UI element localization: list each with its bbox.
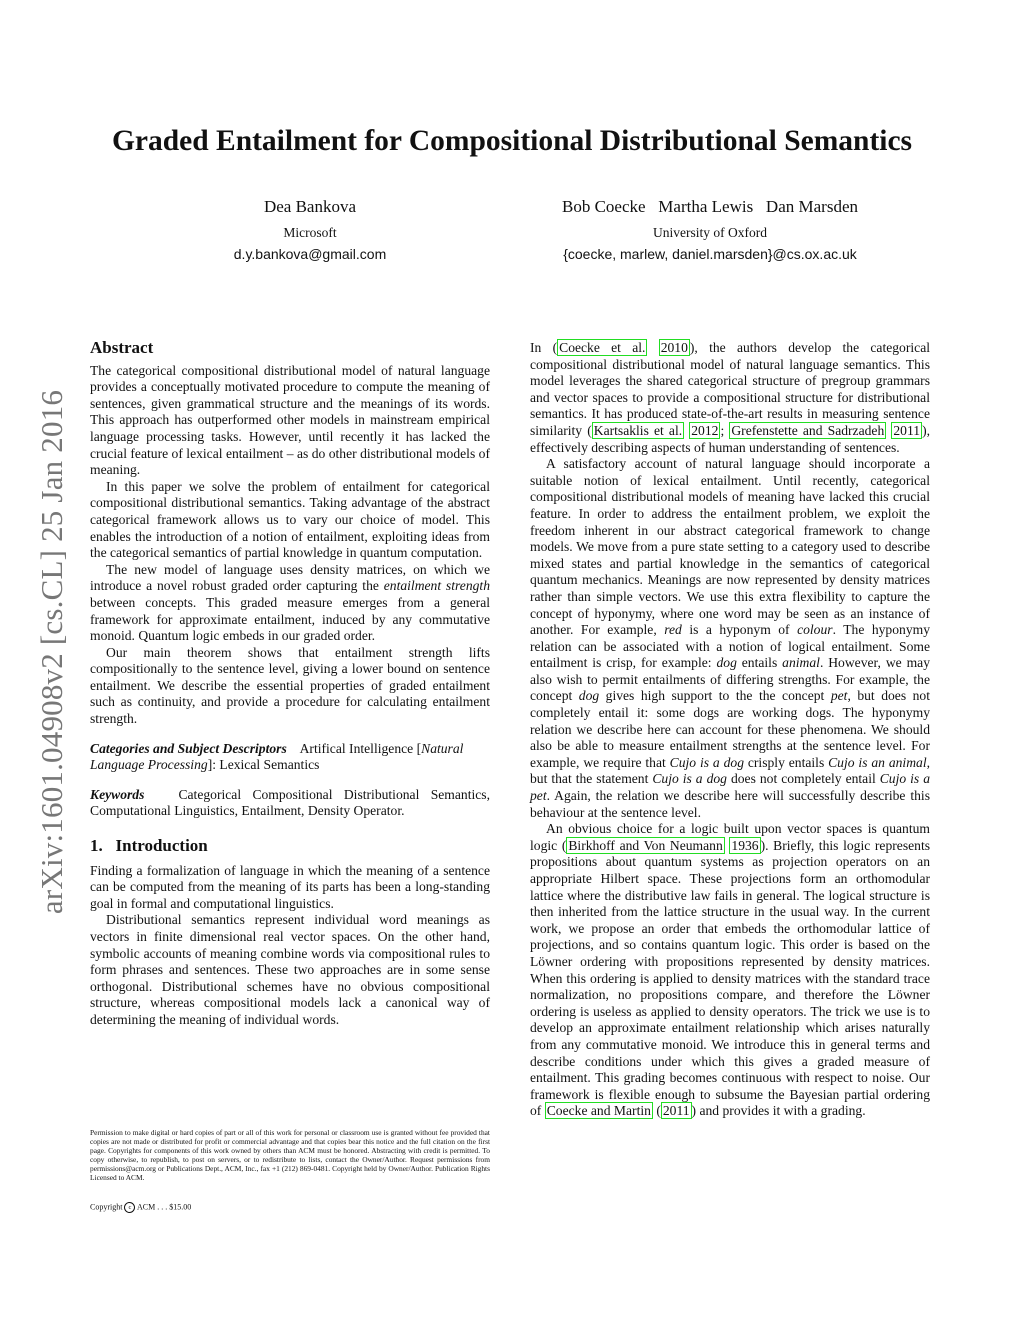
- author-affiliation-right: University of Oxford: [653, 225, 767, 240]
- right-paragraph-1: [530, 340, 930, 456]
- emphasis: Cujo is a dog: [669, 754, 744, 770]
- author-names-left: Dea Bankova: [263, 197, 357, 216]
- abstract-p3-emphasis: entailment strength: [383, 578, 490, 594]
- emphasis: red: [664, 622, 682, 638]
- right-paragraph-3: An obvious choice for a logic built upon vector spaces is quantum logic ( Birkhoff and Von Neumann 1936 ). Briefly, this logic represents propositions about quantum systems as projection operators on an appropriate Hilbert space. These projections form an orthomodular lattice where the distributive law fails in general. The logical structure is then inherited from the lattice structure in the usual way. In the current work, we propose an order that embeds the orthomodular lattice of projections, and so contains quantum logic. This order is based on the Löwner ordering with propositions represented by density matrices. When this ordering is applied to density matrices with the standard trace normalization, no propositions compare, and therefore the Löwner ordering is useless as applied to density operators. The trick we use is to develop an approximate entailment relationship which arises naturally from any commutative monoid. We introduce this in general terms and describe conditions under which this gives a graded measure of entailment. This grading becomes continuous with respect to noise. Our framework is flexible enough to subsume the Bayesian partial ordering of Coecke and Martin ( 2011 ) and provides it with a grading.: [530, 821, 931, 1119]
- text-run: . The hyponymy relation can be associated with a notion of logical entailment. Some entailment is crisp, for example:: [530, 622, 930, 671]
- citation-link[interactable]: Coecke and Martin: [546, 1103, 651, 1119]
- categories-text-b: ]: Lexical Semantics: [207, 757, 320, 773]
- emphasis: colour: [797, 622, 833, 638]
- abstract-paragraph-2: In this paper we solve the problem of entailment for categorical compositional distributional semantics. Taking advantage of the abstract categorical framework allows us to vary our choice of model. This enables the introduction of a notion of entailment, exploiting ideas from the categorical semantics of partial knowledge in quantum computation.: [90, 478, 490, 561]
- introduction-paragraph-2: Distributional semantics represent individual word meanings as vectors in finite dimensional real vector spaces. On the other hand, symbolic accounts of meaning combine words via compositional rules to form phrases and sentences. These two approaches are in some sense orthogonal. Distributional schemes have no obvious compositional structure, whereas compositional models lack a canonical way of determining the meaning of individual words.: [90, 912, 490, 1027]
- categories-emphasis: Natural Language Processing: [90, 740, 464, 773]
- copyright-symbol-icon: c: [124, 1202, 135, 1213]
- emphasis: dog: [716, 655, 737, 671]
- text-run: and provides it with a grading.: [696, 1103, 866, 1119]
- text-run: gives high support to the the concept: [599, 688, 831, 704]
- introduction-heading: 1. Introduction: [90, 836, 208, 856]
- citation-year-link[interactable]: 2010: [660, 340, 688, 355]
- text-run: An obvious choice for a logic built upon vector spaces is quantum logic (: [530, 821, 930, 853]
- text-run: ), the authors develop the categorical compositional distributional model of natural language semantics. This model leverages the shared categorical structure of pregroup grammars and vector spaces to provide a compositional structure for distributional semantics. It has produced state-of-the-art results in measuring sentence similarity (: [530, 340, 931, 438]
- citation-link[interactable]: Kartsaklis et al.: [593, 422, 683, 438]
- arxiv-stamp: arXiv:1601.04908v2 [cs.CL] 25 Jan 2016: [34, 389, 69, 915]
- copyright-prefix: Copyright: [90, 1202, 123, 1212]
- categories-descriptors: [90, 741, 490, 774]
- citation-link[interactable]: Coecke et al.: [559, 340, 646, 355]
- keywords: [90, 787, 490, 820]
- citation-year-link[interactable]: 1936: [731, 837, 759, 853]
- emphasis: Cujo is an animal: [828, 754, 927, 770]
- abstract-paragraph-1: The categorical compositional distributional model of natural language provides a conceptually motivated procedure to compute the meaning of sentences, given grammatical structure and the meanings of its words. This approach has outperformed other models in mainstream empirical language processing tasks. However, until recently it has lacked the crucial feature of lexical entailment – as do other distributional models of meaning.: [90, 362, 490, 478]
- abstract-p3-text-a: The new model of language uses density matrices, on which we introduce a novel robust graded order capturing the: [90, 561, 490, 594]
- text-run: is a hyponym of: [681, 622, 798, 638]
- abstract-paragraph-3: [90, 562, 490, 645]
- emphasis: Cujo is a dog: [652, 771, 727, 787]
- citation-year-link[interactable]: 2011: [662, 1103, 690, 1119]
- citation-link[interactable]: Grefenstette and Sadrzadeh: [731, 422, 885, 438]
- emphasis: pet: [830, 688, 848, 704]
- emphasis: Cujo is a pet: [530, 771, 930, 804]
- text-run: . Again, the relation we describe here will successfully describe this behaviour at the sentence level.: [530, 788, 930, 820]
- text-run: crisply entails: [744, 754, 829, 770]
- citation-year-link[interactable]: 2011: [893, 422, 921, 438]
- author-block-left: [200, 196, 420, 264]
- text-run: ;: [720, 422, 730, 438]
- categories-label: Categories and Subject Descriptors: [90, 740, 287, 756]
- text-run: A satisfactory account of natural language should incorporate a suitable notion of lexical entailment. Until recently, categorical compositional distributional models of meaning have lacked this crucial feature. In order to address the entailment problem, we exploit the freedom inherent in our abstract categorical framework to change models. We move from a pure state setting to a category used to describe mixed states and partial knowledge in the semantics of categorical quantum mechanics. Meanings are now represented by density matrices rather than simple vectors. We use this extra flexibility to capture the concept of hyponymy, where one word may be seen as an instance of another. For example,: [530, 456, 930, 638]
- categories-text-a: Artifical Intelligence [: [299, 740, 422, 756]
- right-column: [530, 340, 930, 1120]
- author-block-right: [520, 196, 900, 264]
- abstract-p3-text-b: between concepts. This graded measure emerges from a general framework for approximate entailment, induced by any commutative monoid. Quantum logic embeds in our graded order.: [90, 594, 490, 644]
- keywords-text: Categorical Compositional Distributional Semantics, Computational Linguistics, Entailment, Density Operator.: [90, 786, 490, 819]
- text-run: ), effectively describing aspects of human understanding of sentences.: [530, 422, 930, 455]
- text-run: , but does not completely entail it: some dogs are working dogs. The hyponymy relation we describe here can account for these phenomena. We should also be able to measure entailment strengths at the sentence level. For example, we require that: [530, 688, 930, 770]
- author-email-right: {coecke, marlew, daniel.marsden}@cs.ox.ac.uk: [563, 246, 857, 262]
- emphasis: dog: [578, 688, 600, 704]
- author-names-right: Bob Coecke Martha Lewis Dan Marsden: [561, 197, 858, 216]
- text-run: ). Briefly, this logic represents propositions about quantum systems as projection operators on an appropriate Hilbert space. These projections form an orthomodular lattice where the distributive law fails in general. The logical structure is then inherited from the lattice structure in the usual way. In the current work, we propose an order that embeds the orthomodular lattice of projections, and so contains quantum logic. This order is based on the Löwner ordering with propositions represented by density matrices. When this ordering is applied to density matrices with the standard trace normalization, no propositions compare, and therefore the Löwner ordering is useless as applied to density operators. The trick we use is to develop an approximate entailment relationship which arises naturally from any commutative monoid. We introduce this in general terms and describe conditions under which this gives a graded measure of entailment. This grading becomes continuous with respect to noise. Our framework is flexible enough to subsume the Bayesian partial ordering of: [530, 837, 931, 1119]
- text-run: In (: [530, 340, 558, 355]
- paper-title: Graded Entailment for Compositional Distributional Semantics: [111, 125, 913, 157]
- text-run: entails: [736, 655, 783, 671]
- copyright-text: ACM . . . $15.00: [137, 1202, 192, 1212]
- emphasis: animal: [782, 655, 820, 671]
- text-run: , but that the statement: [530, 754, 930, 787]
- right-paragraph-2: [530, 456, 930, 821]
- citation-year-link[interactable]: 2012: [691, 422, 719, 438]
- text-run: . However, we may also wish to permit entailments of differing strengths. For example, the concept: [530, 655, 930, 704]
- introduction-paragraph-1: Finding a formalization of language in which the meaning of a sentence can be computed from the meaning of its parts has been a long-standing goal in formal and computational linguistics.: [90, 862, 490, 911]
- left-column: [90, 340, 490, 1029]
- permission-note: Permission to make digital or hard copies of part or all of this work for personal or classroom use is granted without fee provided that copies are not made or distributed for profit or commercial advantage and that copies bear this notice and the full citation on the first page. Copyrights for components of this work owned by others than ACM must be honored. Abstracting with credit is permitted. To copy otherwise, to republish, to post on servers, or to redistribute to lists, contact the Owner/Author. Request permissions from permissions@acm.org or Publications Dept., ACM, Inc., fax +1 (212) 869-0481. Copyright held by Owner/Author. Publication Rights Licensed to ACM.: [90, 1128, 490, 1182]
- text-run: does not completely entail: [726, 771, 880, 787]
- author-email-left: d.y.bankova@gmail.com: [233, 246, 387, 262]
- copyright-line: [90, 1202, 191, 1213]
- keywords-label: Keywords: [90, 786, 145, 802]
- author-affiliation-left: Microsoft: [283, 225, 337, 240]
- citation-link[interactable]: Birkhoff and Von Neumann: [568, 837, 723, 853]
- abstract-heading: Abstract: [90, 338, 154, 357]
- abstract-paragraph-4: Our main theorem shows that entailment strength lifts compositionally to the sentence level, giving a lower bound on sentence entailment. We describe the essential properties of graded entailment such as continuity, and provide a procedure for calculating entailment strength.: [90, 644, 490, 727]
